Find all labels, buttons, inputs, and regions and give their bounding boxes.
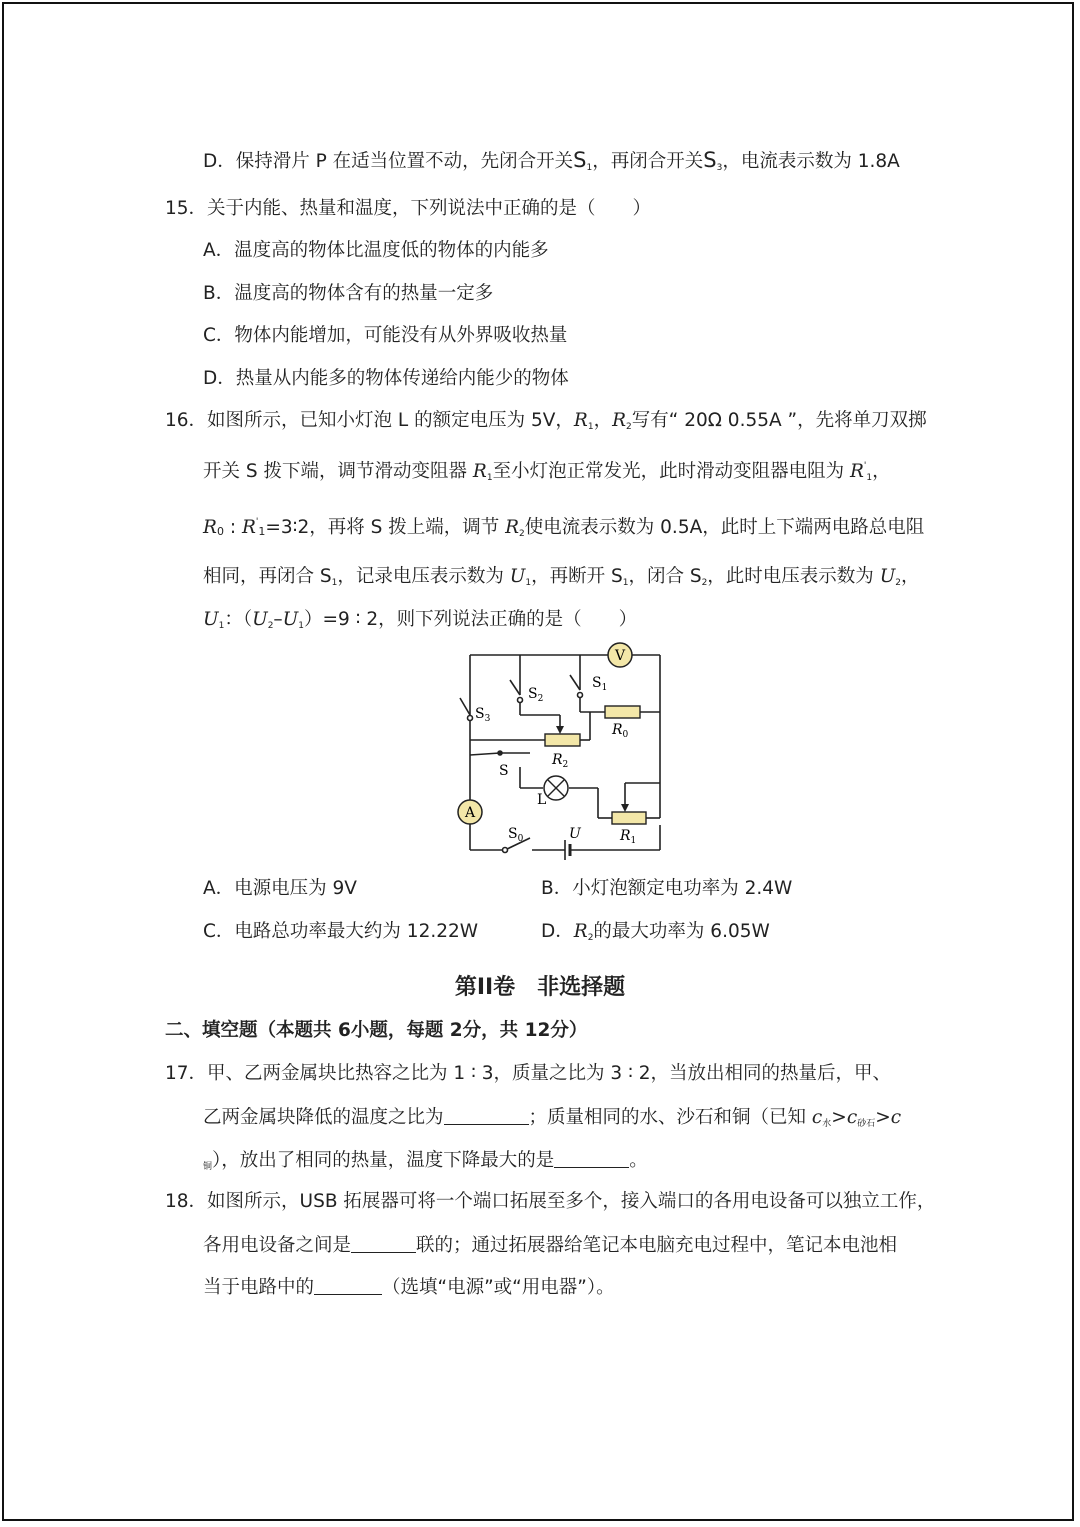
q17-blank-2[interactable] [554,1151,629,1168]
label-s: S [499,763,509,779]
label-l: L [537,792,547,808]
q15-option-b: B．温度高的物体含有的热量一定多 [203,283,494,304]
q15-option-d: D．热量从内能多的物体传递给内能少的物体 [203,368,569,389]
label-r1: $R_1$ [620,828,637,846]
q16-option-b: B．小灯泡额定电功率为 2.4W [541,878,793,899]
q17-line-3: 铜），放出了相同的热量，温度下降最大的是 。 [203,1150,648,1172]
label-r0: $R_0$ [612,722,629,740]
label-r2: $R_2$ [552,752,569,770]
label-u: U [569,826,581,842]
q16-line-4: 相同，再闭合 S1，记录电压表示数为 U1，再断开 S1，闭合 S2，此时电压表示数为 U2， [203,566,920,588]
q16-option-c: C．电路总功率最大约为 12.22W [203,921,479,942]
q14-option-d: D．保持滑片 P 在适当位置不动，先闭合开关S1，再闭合开关S3，电流表示数为 1.8A [203,148,900,173]
label-s0: $S_0$ [508,826,524,844]
q16-option-d: D．R2的最大功率为 6.05W [541,921,770,943]
ammeter-label: A [464,805,476,821]
section-heading: 二、填空题（本题共 6小题，每题 2分，共 12分） [165,1020,588,1041]
label-s2: $S_2$ [528,686,544,704]
q18-blank-1[interactable] [351,1236,416,1253]
q16-line-5: U1：（U2–U1）=9 ∶ 2，则下列说法正确的是（ ） [203,609,638,631]
label-s1: $S_1$ [592,675,608,693]
q17-line-1: 17．甲、乙两金属块比热容之比为 1 ∶ 3，质量之比为 3 ∶ 2，当放出相同的热量后，甲、 [165,1063,892,1084]
q15-option-a: A．温度高的物体比温度低的物体的内能多 [203,240,549,261]
q15-stem: 15．关于内能、热量和温度，下列说法中正确的是（ ） [165,198,652,219]
voltmeter-label: V [614,648,626,664]
q17-blank-1[interactable] [444,1108,529,1125]
q18-line-2: 各用电设备之间是 联的；通过拓展器给笔记本电脑充电过程中，笔记本电池相 [203,1235,898,1256]
q16-line-3: R0 : R'1=3∶2，再将 S 拨上端，调节 R2使电流表示数为 0.5A，此时上下端两电路总电阻 [203,517,925,539]
circuit-diagram [440,640,680,865]
label-s3: $S_3$ [475,706,491,724]
q16-line-1: 16．如图所示，已知小灯泡 L 的额定电压为 5V，R1，R2写有“ 20Ω 0.55A ”，先将单刀双掷 [165,410,927,432]
q18-line-1: 18．如图所示，USB 拓展器可将一个端口拓展至多个，接入端口的各用电设备可以独立工作， [165,1191,936,1212]
part-title: 第II卷 非选择题 [454,975,626,1000]
q18-blank-2[interactable] [314,1278,382,1295]
q17-line-2: 乙两金属块降低的温度之比为 ；质量相同的水、沙石和铜（已知 c水>c砂石>c [203,1107,902,1129]
q18-line-3: 当于电路中的 （选填“电源”或“用电器”）。 [203,1277,615,1298]
q16-line-2: 开关 S 拨下端，调节滑动变阻器 R1至小灯泡正常发光，此时滑动变阻器电阻为 R'1， [203,461,891,483]
q15-option-c: C．物体内能增加，可能没有从外界吸收热量 [203,325,568,346]
q16-option-a: A．电源电压为 9V [203,878,357,899]
